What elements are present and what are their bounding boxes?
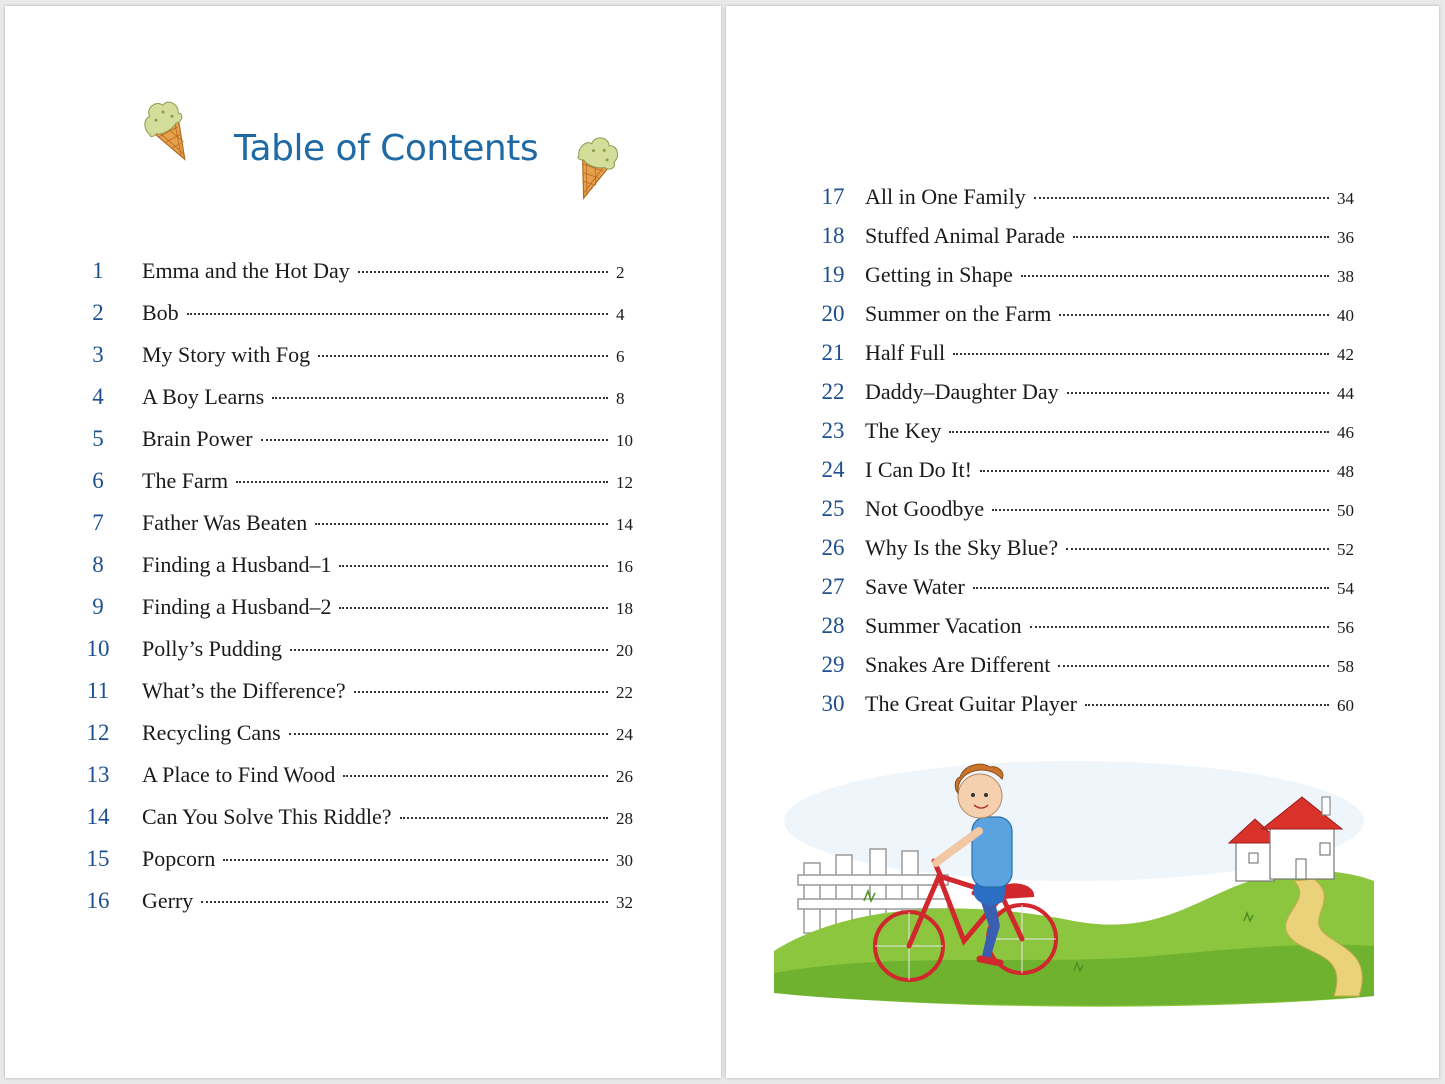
toc-entry-title: Father Was Beaten xyxy=(142,510,308,535)
toc-entry-page: 44 xyxy=(1337,384,1354,403)
toc-entry xyxy=(5,342,721,384)
toc-entry-page: 28 xyxy=(616,809,633,828)
toc-leader-dots xyxy=(1059,314,1329,316)
toc-entry-title: Save Water xyxy=(865,574,965,599)
toc-entry-title: Getting in Shape xyxy=(865,262,1013,287)
toc-entry-number: 19 xyxy=(821,262,845,287)
boy-riding-bicycle-illustration xyxy=(774,751,1374,1011)
toc-entry-title: Snakes Are Different xyxy=(865,652,1051,677)
toc-leader-dots xyxy=(1085,704,1329,706)
toc-entry-title: The Farm xyxy=(142,468,229,493)
toc-leader-dots xyxy=(272,397,608,399)
toc-leader-dots xyxy=(358,271,608,273)
toc-entry xyxy=(726,457,1439,496)
toc-entry-page: 30 xyxy=(616,851,633,870)
toc-entry-title: Half Full xyxy=(865,340,946,365)
toc-entry xyxy=(726,574,1439,613)
toc-leader-dots xyxy=(1067,392,1329,394)
toc-entry-title: Why Is the Sky Blue? xyxy=(865,535,1059,560)
toc-entry-number: 6 xyxy=(92,468,104,493)
toc-entry xyxy=(5,804,721,846)
toc-entry-title: Finding a Husband–2 xyxy=(142,594,332,619)
toc-entry-number: 3 xyxy=(92,342,104,367)
toc-entry-number: 2 xyxy=(92,300,104,325)
toc-leader-dots xyxy=(953,353,1329,355)
toc-entry xyxy=(726,301,1439,340)
toc-entry-number: 17 xyxy=(821,184,845,209)
toc-leader-dots xyxy=(339,607,608,609)
toc-entry-page: 4 xyxy=(616,305,625,324)
toc-entry xyxy=(5,636,721,678)
toc-entry xyxy=(726,262,1439,301)
toc-leader-dots xyxy=(992,509,1329,511)
toc-entry-page: 54 xyxy=(1337,579,1354,598)
toc-entry-number: 20 xyxy=(821,301,845,326)
toc-entry xyxy=(5,594,721,636)
toc-entry-title: Finding a Husband–1 xyxy=(142,552,332,577)
left-page xyxy=(5,6,721,1078)
toc-entry xyxy=(726,613,1439,652)
ice-cream-cone-icon xyxy=(565,124,625,204)
toc-entry-number: 27 xyxy=(821,574,845,599)
toc-leader-dots xyxy=(289,733,608,735)
toc-entry-page: 58 xyxy=(1337,657,1354,676)
toc-entry-page: 14 xyxy=(616,515,633,534)
toc-entry-number: 28 xyxy=(821,613,845,638)
toc-entry-title: Recycling Cans xyxy=(142,720,281,745)
toc-entry-title: The Great Guitar Player xyxy=(865,691,1077,716)
toc-leader-dots xyxy=(980,470,1329,472)
toc-entry-number: 7 xyxy=(92,510,104,535)
toc-entry-number: 13 xyxy=(86,762,110,787)
toc-entry xyxy=(726,496,1439,535)
toc-entry-number: 9 xyxy=(92,594,104,619)
toc-entry-page: 50 xyxy=(1337,501,1354,520)
toc-entry-number: 25 xyxy=(821,496,845,521)
toc-entry-title: Summer on the Farm xyxy=(865,301,1052,326)
toc-entry-title: Polly’s Pudding xyxy=(142,636,282,661)
toc-entry xyxy=(5,762,721,804)
toc-leader-dots xyxy=(187,313,608,315)
toc-entry xyxy=(5,510,721,552)
toc-entry-page: 42 xyxy=(1337,345,1354,364)
toc-entry-title: Stuffed Animal Parade xyxy=(865,223,1065,248)
toc-entry xyxy=(5,552,721,594)
toc-leader-dots xyxy=(973,587,1329,589)
toc-entry xyxy=(5,426,721,468)
toc-entry-number: 22 xyxy=(821,379,845,404)
toc-entry-page: 22 xyxy=(616,683,633,702)
toc-entry-title: Not Goodbye xyxy=(865,496,985,521)
toc-entry-page: 60 xyxy=(1337,696,1354,715)
toc-entry-title: A Place to Find Wood xyxy=(142,762,336,787)
toc-entry-title: Summer Vacation xyxy=(865,613,1022,638)
toc-entry xyxy=(5,720,721,762)
toc-entry-page: 46 xyxy=(1337,423,1354,442)
toc-entry xyxy=(5,258,721,300)
toc-leader-dots xyxy=(315,523,608,525)
toc-entry-number: 26 xyxy=(821,535,845,560)
toc-leader-dots xyxy=(354,691,608,693)
toc-leader-dots xyxy=(400,817,608,819)
toc-entry-title: Bob xyxy=(142,300,179,325)
toc-leader-dots xyxy=(1073,236,1329,238)
toc-entry-title: Can You Solve This Riddle? xyxy=(142,804,392,829)
toc-leader-dots xyxy=(290,649,608,651)
toc-entry-number: 24 xyxy=(821,457,845,482)
toc-entry-page: 32 xyxy=(616,893,633,912)
toc-leader-dots xyxy=(236,481,608,483)
toc-entry-number: 8 xyxy=(92,552,104,577)
toc-entry-page: 52 xyxy=(1337,540,1354,559)
toc-entry xyxy=(726,535,1439,574)
toc-entry-title: All in One Family xyxy=(865,184,1026,209)
toc-entry-page: 20 xyxy=(616,641,633,660)
toc-entry-title: Brain Power xyxy=(142,426,253,451)
toc-leader-dots xyxy=(1058,665,1329,667)
ice-cream-cone-icon xyxy=(137,88,197,168)
toc-entry-title: Daddy–Daughter Day xyxy=(865,379,1059,404)
toc-entry xyxy=(5,384,721,426)
toc-entry-number: 5 xyxy=(92,426,104,451)
toc-entry-number: 29 xyxy=(821,652,845,677)
toc-entry-number: 4 xyxy=(92,384,104,409)
toc-entry-page: 48 xyxy=(1337,462,1354,481)
toc-leader-dots xyxy=(1034,197,1329,199)
toc-entry-title: My Story with Fog xyxy=(142,342,311,367)
toc-entry-title: What’s the Difference? xyxy=(142,678,346,703)
toc-leader-dots xyxy=(261,439,608,441)
toc-leader-dots xyxy=(949,431,1329,433)
toc-entry-page: 40 xyxy=(1337,306,1354,325)
toc-entry xyxy=(726,184,1439,223)
toc-entry xyxy=(5,468,721,510)
toc-entry-page: 6 xyxy=(616,347,625,366)
toc-entry-title: Emma and the Hot Day xyxy=(142,258,350,283)
toc-list-left xyxy=(5,258,721,930)
page-title: Table of Contents xyxy=(234,128,539,169)
toc-entry-number: 30 xyxy=(821,691,845,716)
toc-leader-dots xyxy=(1066,548,1329,550)
toc-entry-title: A Boy Learns xyxy=(142,384,265,409)
toc-entry xyxy=(5,300,721,342)
toc-entry-page: 18 xyxy=(616,599,633,618)
toc-entry-title: The Key xyxy=(865,418,942,443)
toc-entry-page: 38 xyxy=(1337,267,1354,286)
toc-entry-title: Popcorn xyxy=(142,846,216,871)
toc-entry xyxy=(726,340,1439,379)
toc-entry-page: 10 xyxy=(616,431,633,450)
toc-leader-dots xyxy=(201,901,608,903)
toc-entry-number: 14 xyxy=(86,804,110,829)
toc-entry-title: Gerry xyxy=(142,888,194,913)
toc-entry xyxy=(726,652,1439,691)
toc-entry-title: I Can Do It! xyxy=(865,457,972,482)
toc-leader-dots xyxy=(1030,626,1329,628)
toc-entry-number: 21 xyxy=(821,340,845,365)
toc-entry-page: 12 xyxy=(616,473,633,492)
toc-leader-dots xyxy=(318,355,608,357)
toc-entry xyxy=(726,418,1439,457)
toc-entry-page: 2 xyxy=(616,263,625,282)
toc-entry-number: 12 xyxy=(86,720,110,745)
toc-entry-page: 26 xyxy=(616,767,633,786)
toc-entry-number: 18 xyxy=(821,223,845,248)
toc-entry-page: 8 xyxy=(616,389,625,408)
toc-entry-page: 24 xyxy=(616,725,633,744)
toc-entry-number: 23 xyxy=(821,418,845,443)
toc-entry xyxy=(726,223,1439,262)
toc-entry-number: 10 xyxy=(86,636,110,661)
toc-entry xyxy=(5,846,721,888)
toc-entry-page: 56 xyxy=(1337,618,1354,637)
toc-leader-dots xyxy=(1021,275,1329,277)
toc-entry-number: 15 xyxy=(86,846,110,871)
toc-leader-dots xyxy=(339,565,608,567)
toc-entry xyxy=(5,888,721,930)
toc-entry-page: 16 xyxy=(616,557,633,576)
toc-entry xyxy=(5,678,721,720)
toc-entry xyxy=(726,379,1439,418)
toc-entry-number: 11 xyxy=(86,678,110,703)
toc-entry-number: 16 xyxy=(86,888,110,913)
toc-leader-dots xyxy=(343,775,608,777)
toc-leader-dots xyxy=(223,859,608,861)
toc-entry-page: 34 xyxy=(1337,189,1354,208)
toc-list-right xyxy=(726,184,1439,730)
right-page xyxy=(726,6,1439,1078)
toc-entry-number: 1 xyxy=(92,258,104,283)
toc-entry-page: 36 xyxy=(1337,228,1354,247)
toc-entry xyxy=(726,691,1439,730)
